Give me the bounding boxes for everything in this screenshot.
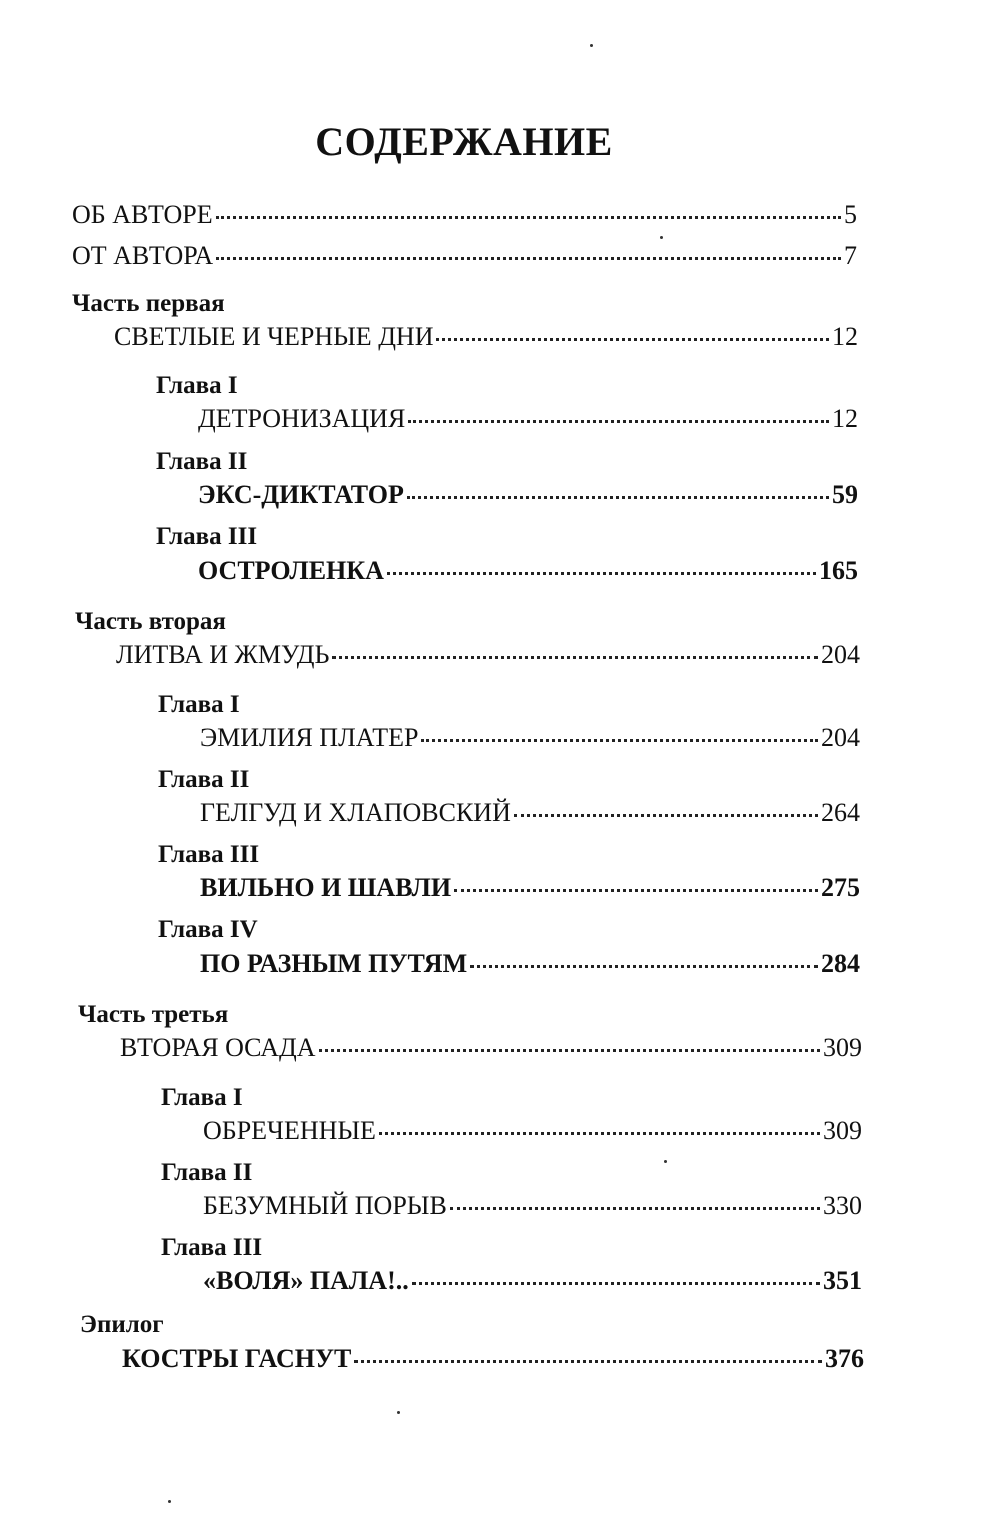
chapter-label: Глава IV xyxy=(158,916,258,943)
entry-page: 330 xyxy=(823,1191,862,1220)
entry-page: 309 xyxy=(823,1116,862,1145)
page-title: СОДЕРЖАНИЕ xyxy=(315,119,613,164)
entry-title: ОБ АВТОРЕ xyxy=(72,200,213,229)
entry-page: 284 xyxy=(821,949,860,978)
chapter-label: Глава II xyxy=(156,448,248,475)
entry-title: ОБРЕЧЕННЫЕ xyxy=(203,1116,376,1145)
toc-entry-about-author[interactable] xyxy=(72,200,857,230)
part-label: Часть первая xyxy=(72,290,225,317)
toc-entry-chapter[interactable] xyxy=(198,480,858,510)
dot-leader xyxy=(470,965,818,968)
chapter-label: Глава I xyxy=(156,372,238,399)
part-label: Часть вторая xyxy=(75,608,226,635)
toc-entry-chapter[interactable] xyxy=(203,1116,862,1146)
dot-leader xyxy=(216,257,841,260)
entry-title: ДЕТРОНИЗАЦИЯ xyxy=(198,404,406,433)
chapter-label: Глава III xyxy=(158,841,260,868)
entry-page: 376 xyxy=(825,1344,864,1373)
dot-leader xyxy=(387,572,816,575)
entry-page: 275 xyxy=(821,873,860,902)
entry-page: 5 xyxy=(844,200,857,229)
print-speck xyxy=(397,1411,400,1414)
dot-leader xyxy=(514,814,818,817)
toc-entry-chapter[interactable] xyxy=(203,1266,862,1296)
toc-entry-chapter[interactable] xyxy=(198,404,858,434)
part-label: Часть третья xyxy=(78,1001,229,1028)
toc-entry-chapter[interactable] xyxy=(198,556,858,586)
dot-leader xyxy=(450,1207,820,1210)
entry-page: 165 xyxy=(819,556,858,585)
dot-leader xyxy=(421,739,818,742)
entry-title: «ВОЛЯ» ПАЛА!.. xyxy=(203,1266,409,1295)
entry-page: 351 xyxy=(823,1266,862,1295)
toc-entry-from-author[interactable] xyxy=(72,241,857,271)
entry-title: ЭКС-ДИКТАТОР xyxy=(198,480,404,509)
dot-leader xyxy=(412,1282,820,1285)
chapter-label: Глава III xyxy=(161,1234,263,1261)
entry-title: ВТОРАЯ ОСАДА xyxy=(120,1033,316,1062)
print-speck xyxy=(168,1500,171,1503)
dot-leader xyxy=(319,1049,821,1052)
print-speck xyxy=(590,44,593,47)
toc-entry-part[interactable] xyxy=(114,322,858,352)
print-speck xyxy=(660,236,663,239)
entry-page: 309 xyxy=(823,1033,862,1062)
toc-entry-chapter[interactable] xyxy=(203,1191,862,1221)
dot-leader xyxy=(332,656,818,659)
chapter-label: Глава I xyxy=(158,691,240,718)
toc-entry-part[interactable] xyxy=(120,1033,862,1063)
entry-page: 204 xyxy=(821,723,860,752)
entry-title: ОСТРОЛЕНКА xyxy=(198,556,384,585)
entry-title: ЭМИЛИЯ ПЛАТЕР xyxy=(200,723,419,752)
print-speck xyxy=(664,1160,667,1163)
toc-entry-part[interactable] xyxy=(116,640,860,670)
chapter-label: Глава II xyxy=(158,766,250,793)
toc-entry-epilogue[interactable] xyxy=(122,1344,864,1374)
entry-page: 264 xyxy=(821,798,860,827)
toc-entry-chapter[interactable] xyxy=(200,873,860,903)
entry-title: ГЕЛГУД И ХЛАПОВСКИЙ xyxy=(200,798,511,827)
entry-title: ВИЛЬНО И ШАВЛИ xyxy=(200,873,452,902)
entry-title: ОТ АВТОРА xyxy=(72,241,214,270)
dot-leader xyxy=(407,496,829,499)
toc-entry-chapter[interactable] xyxy=(200,798,860,828)
dot-leader xyxy=(454,889,818,892)
entry-page: 204 xyxy=(821,640,860,669)
dot-leader xyxy=(436,338,829,341)
entry-page: 12 xyxy=(832,322,858,351)
chapter-label: Глава I xyxy=(161,1084,243,1111)
entry-title: ЛИТВА И ЖМУДЬ xyxy=(116,640,330,669)
toc-entry-chapter[interactable] xyxy=(200,723,860,753)
chapter-label: Глава III xyxy=(156,523,258,550)
entry-title: ПО РАЗНЫМ ПУТЯМ xyxy=(200,949,468,978)
entry-title: БЕЗУМНЫЙ ПОРЫВ xyxy=(203,1191,447,1220)
epilogue-label: Эпилог xyxy=(80,1311,164,1338)
dot-leader xyxy=(354,1360,822,1363)
entry-title: СВЕТЛЫЕ И ЧЕРНЫЕ ДНИ xyxy=(114,322,434,351)
dot-leader xyxy=(216,216,841,219)
entry-page: 12 xyxy=(832,404,858,433)
dot-leader xyxy=(408,420,829,423)
entry-page: 59 xyxy=(832,480,858,509)
chapter-label: Глава II xyxy=(161,1159,253,1186)
dot-leader xyxy=(379,1132,820,1135)
entry-title: КОСТРЫ ГАСНУТ xyxy=(122,1344,352,1373)
entry-page: 7 xyxy=(844,241,857,270)
toc-entry-chapter[interactable] xyxy=(200,949,860,979)
